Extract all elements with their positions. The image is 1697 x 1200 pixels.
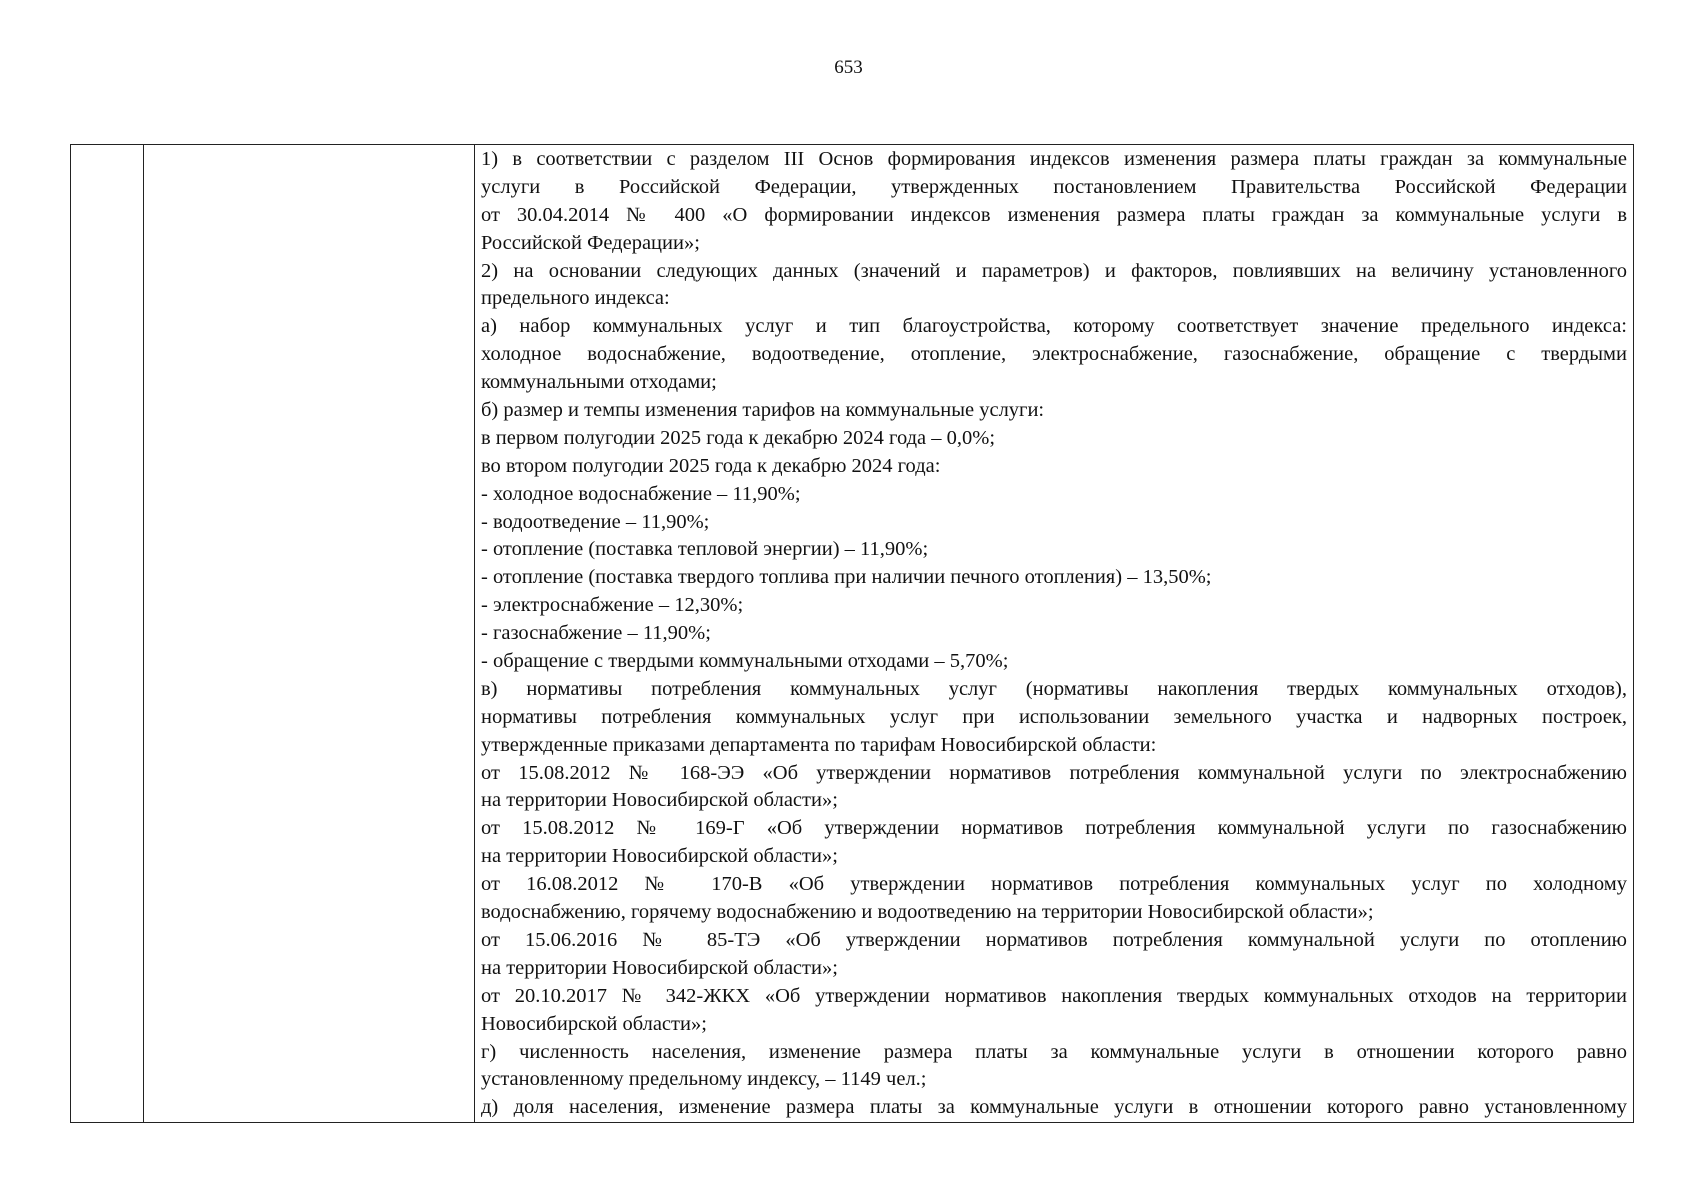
text-line: в) нормативы потребления коммунальных услуг (нормативы накопления твердых коммунальных отходов), <box>481 677 1627 700</box>
text-line: от 15.08.2012 № 168-ЭЭ «Об утверждении нормативов потребления коммунальной услуги по электроснабжению <box>481 761 1627 784</box>
table-column-content <box>475 145 1633 1122</box>
text-line: от 20.10.2017 № 342-ЖКХ «Об утверждении нормативов накопления твердых коммунальных отходов на территории <box>481 984 1627 1007</box>
text-line: б) размер и темпы изменения тарифов на коммунальные услуги: <box>481 399 1045 422</box>
text-line: г) численность населения, изменение размера платы за коммунальные услуги в отношении которого равно <box>481 1040 1627 1063</box>
text-line: от 15.06.2016 № 85-ТЭ «Об утверждении нормативов потребления коммунальной услуги по отоплению <box>481 928 1627 951</box>
text-line: от 30.04.2014 № 400 «О формировании индексов изменения размера платы граждан за коммунальные услуги в <box>481 203 1627 226</box>
content-text-block <box>481 146 1627 1122</box>
text-line: от 15.08.2012 № 169-Г «Об утверждении нормативов потребления коммунальной услуги по газоснабжению <box>481 817 1627 840</box>
table-column-name <box>144 145 475 1122</box>
text-line: а) набор коммунальных услуг и тип благоустройства, которому соответствует значение предельного индекса: <box>481 315 1627 338</box>
text-line: 1) в соответствии с разделом III Основ формирования индексов изменения размера платы граждан за коммунальные <box>481 148 1627 170</box>
text-line: - электроснабжение – 12,30%; <box>481 594 744 617</box>
text-line: во втором полугодии 2025 года к декабрю 2024 года: <box>481 454 941 477</box>
text-line: установленному предельному индексу, – 1149 чел.; <box>481 1068 927 1091</box>
text-line: на территории Новосибирской области»; <box>481 789 838 812</box>
table-column-number <box>71 145 144 1122</box>
text-line: от 16.08.2012 № 170-В «Об утверждении нормативов потребления коммунальных услуг по холодному <box>481 873 1627 896</box>
text-line: холодное водоснабжение, водоотведение, отопление, электроснабжение, газоснабжение, обращение с твердыми <box>481 343 1627 366</box>
text-line: коммунальными отходами; <box>481 371 717 394</box>
text-line: Новосибирской области»; <box>481 1012 707 1035</box>
text-line: - холодное водоснабжение – 11,90%; <box>481 482 801 505</box>
text-line: - отопление (поставка твердого топлива при наличии печного отопления) – 13,50%; <box>481 566 1212 589</box>
text-line: Российской Федерации»; <box>481 231 700 254</box>
text-line: в первом полугодии 2025 года к декабрю 2024 года – 0,0%; <box>481 426 996 449</box>
text-line: 2) на основании следующих данных (значений и параметров) и факторов, повлиявших на величину установленного <box>481 259 1627 282</box>
text-line: на территории Новосибирской области»; <box>481 845 838 868</box>
page-number: 653 <box>834 57 863 78</box>
text-line: д) доля населения, изменение размера платы за коммунальные услуги в отношении которого равно установленному <box>481 1096 1627 1119</box>
text-line: предельного индекса: <box>481 287 670 310</box>
text-line: водоснабжению, горячему водоснабжению и водоотведению на территории Новосибирской области»; <box>481 901 1374 924</box>
text-line: услуги в Российской Федерации, утвержденных постановлением Правительства Российской Федерации <box>481 175 1627 198</box>
document-table <box>70 144 1634 1123</box>
text-line: утвержденные приказами департамента по тарифам Новосибирской области: <box>481 733 1157 756</box>
text-line: - водоотведение – 11,90%; <box>481 510 710 533</box>
text-line: - отопление (поставка тепловой энергии) – 11,90%; <box>481 538 929 561</box>
text-line: - газоснабжение – 11,90%; <box>481 622 711 645</box>
text-line: нормативы потребления коммунальных услуг при использовании земельного участка и надворных построек, <box>481 705 1627 728</box>
text-line: - обращение с твердыми коммунальными отходами – 5,70%; <box>481 650 1009 673</box>
text-line: на территории Новосибирской области»; <box>481 956 838 979</box>
